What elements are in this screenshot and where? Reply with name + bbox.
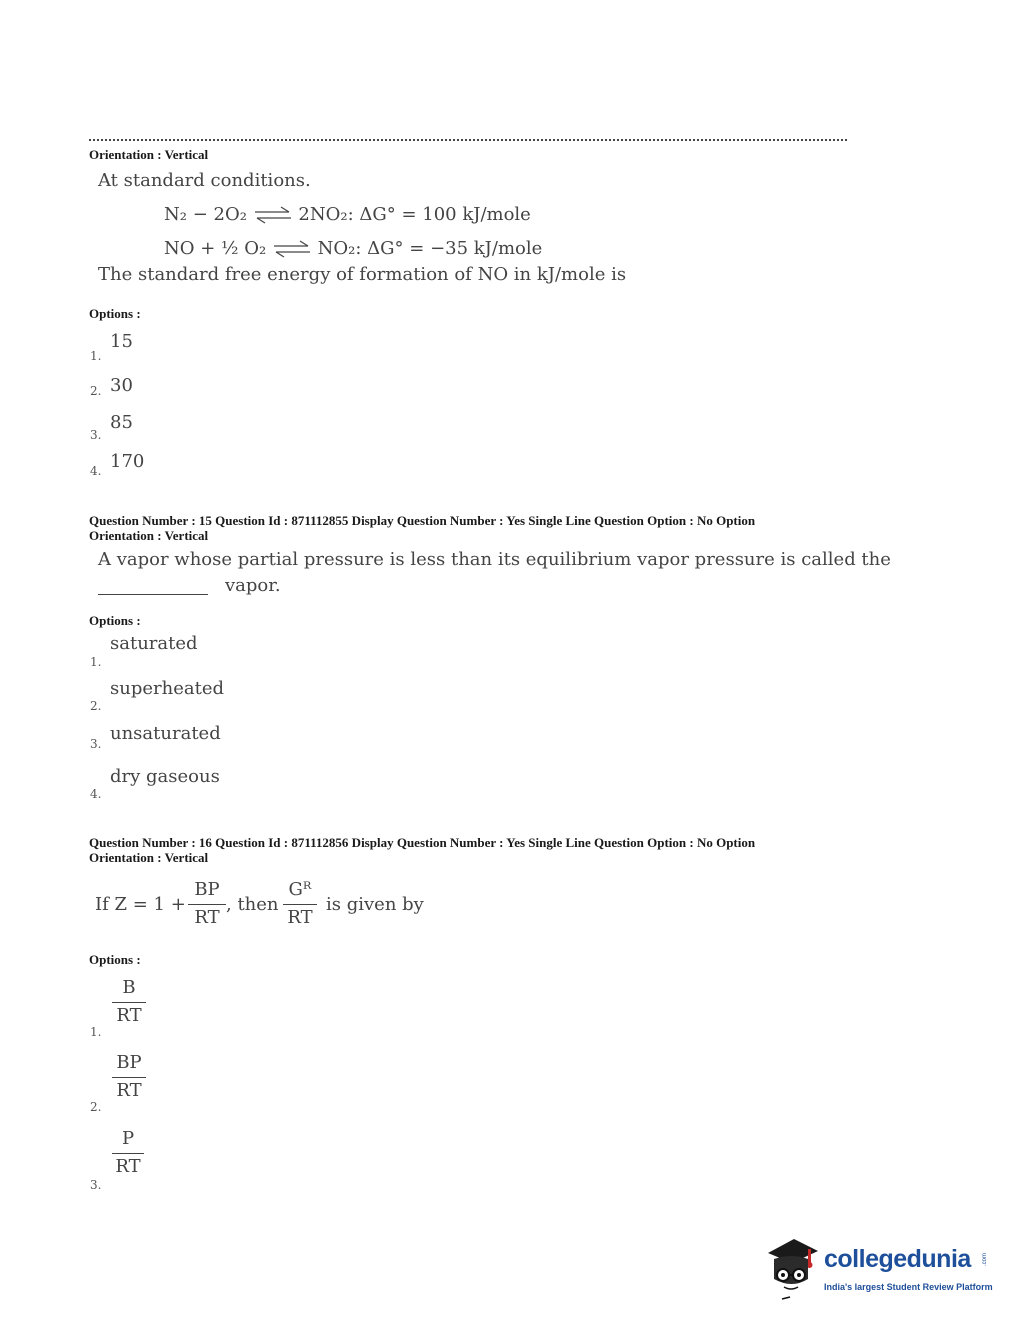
- q14-option-2[interactable]: 30: [110, 375, 133, 396]
- eq2-reactants: NO + ½ O₂: [164, 238, 267, 259]
- fraction-numerator: B: [122, 977, 136, 998]
- eq1-products: 2NO₂: ΔG° = 100 kJ/mole: [298, 204, 531, 225]
- q16-then: , then: [226, 894, 279, 915]
- q14-equation-2: [164, 238, 542, 259]
- logo-wordmark: collegedunia: [824, 1245, 971, 1273]
- collegedunia-logo: [764, 1233, 994, 1303]
- logo-domain-suffix: .com: [982, 1253, 988, 1267]
- q15-header: Question Number : 15 Question Id : 871112855 Display Question Number : Yes Single Line Question Option : No Option: [89, 513, 756, 528]
- q16-prefix: If Z = 1 +: [95, 894, 186, 915]
- q14-intro: At standard conditions.: [98, 170, 311, 191]
- q14-equation-1: [164, 204, 531, 225]
- q14-question-text: The standard free energy of formation of NO in kJ/mole is: [98, 264, 627, 285]
- logo-tagline: India's largest Student Review Platform: [824, 1282, 993, 1292]
- q15-option-2[interactable]: superheated: [110, 678, 224, 699]
- q16-orientation: Orientation : Vertical: [89, 850, 209, 865]
- q16-suffix: is given by: [326, 894, 424, 915]
- q14-option-number-2: 2.: [90, 384, 102, 398]
- q15-option-number-1: 1.: [90, 655, 102, 669]
- fraction-denominator: RT: [194, 907, 220, 928]
- fraction-denominator: RT: [115, 1156, 141, 1177]
- q15-question-line-1: A vapor whose partial pressure is less than its equilibrium vapor pressure is called the: [98, 549, 891, 570]
- q16-options-label: Options :: [89, 952, 141, 967]
- q15-question-line-2: vapor.: [225, 575, 281, 596]
- cutoff-header-line: [89, 139, 847, 145]
- q16-header: Question Number : 16 Question Id : 871112856 Display Question Number : Yes Single Line Question Option : No Option: [89, 835, 756, 850]
- fraction-denominator: RT: [116, 1005, 142, 1026]
- q16-fraction-gr-rt: [283, 879, 317, 928]
- q14-option-number-3: 3.: [90, 428, 102, 442]
- q15-option-number-3: 3.: [90, 737, 102, 751]
- q14-orientation: Orientation : Vertical: [89, 147, 209, 162]
- q16-option-2[interactable]: [112, 1052, 146, 1101]
- q15-option-number-4: 4.: [90, 787, 102, 801]
- q14-option-number-1: 1.: [90, 349, 102, 363]
- q15-option-4[interactable]: dry gaseous: [110, 766, 220, 787]
- q14-option-4[interactable]: 170: [110, 451, 145, 472]
- q14-option-1[interactable]: 15: [110, 331, 133, 352]
- q14-option-3[interactable]: 85: [110, 412, 133, 433]
- q15-options-label: Options :: [89, 613, 141, 628]
- fraction-numerator: BP: [116, 1052, 142, 1073]
- equilibrium-arrow-icon: [272, 240, 312, 258]
- fraction-numerator: P: [121, 1128, 135, 1149]
- q16-option-1[interactable]: [112, 977, 146, 1026]
- q16-option-number-2: 2.: [90, 1100, 102, 1114]
- fraction-denominator: RT: [116, 1080, 142, 1101]
- fraction-numerator: Gᴿ: [288, 879, 312, 900]
- equilibrium-arrow-icon: [253, 206, 293, 224]
- fraction-numerator: BP: [194, 879, 220, 900]
- q15-option-3[interactable]: unsaturated: [110, 723, 221, 744]
- q14-option-number-4: 4.: [90, 464, 102, 478]
- q16-option-3[interactable]: [112, 1128, 144, 1177]
- q16-option-number-3: 3.: [90, 1178, 102, 1192]
- answer-blank: [98, 594, 208, 595]
- q15-option-number-2: 2.: [90, 699, 102, 713]
- q15-option-1[interactable]: saturated: [110, 633, 198, 654]
- eq2-products: NO₂: ΔG° = −35 kJ/mole: [317, 238, 543, 259]
- fraction-denominator: RT: [287, 907, 313, 928]
- q16-fraction-bp-rt: [188, 879, 226, 928]
- q14-options-label: Options :: [89, 306, 141, 321]
- q15-orientation: Orientation : Vertical: [89, 528, 209, 543]
- student-mascot-icon: [764, 1233, 822, 1303]
- eq1-reactants: N₂ − 2O₂: [164, 204, 247, 225]
- q16-option-number-1: 1.: [90, 1025, 102, 1039]
